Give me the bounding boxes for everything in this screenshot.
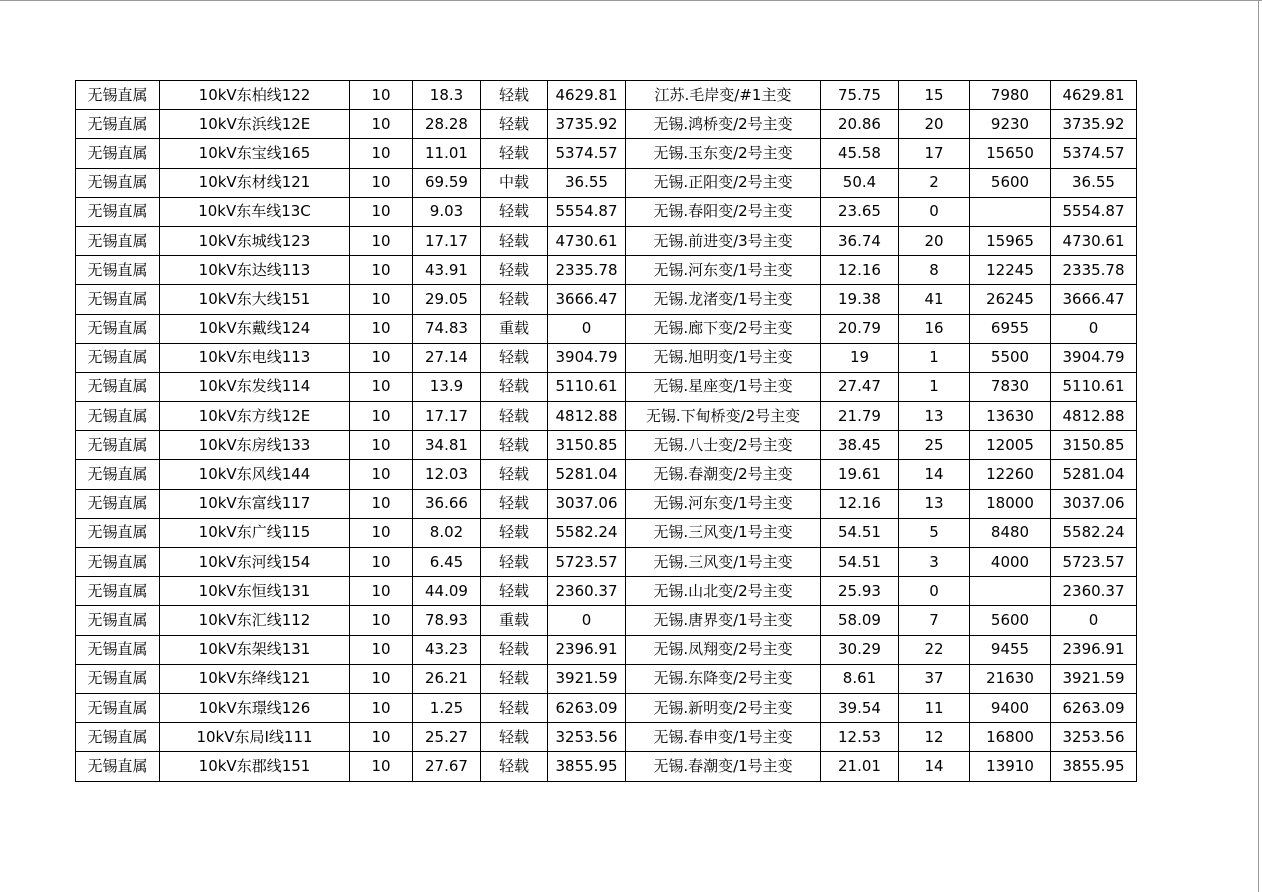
- load-rate-cell: 27.67: [413, 752, 481, 781]
- voltage-cell: 10: [350, 226, 413, 255]
- remaining-capacity-cell: 5374.57: [1051, 139, 1137, 168]
- voltage-cell: 10: [350, 752, 413, 781]
- feeder-name-cell: 10kV东大线151: [160, 285, 350, 314]
- voltage-cell: 10: [350, 139, 413, 168]
- unit-cell: 无锡直属: [76, 81, 160, 110]
- substation-transformer-cell: 无锡.唐界变/1号主变: [626, 606, 821, 635]
- available-capacity-cell: 3666.47: [548, 285, 626, 314]
- available-capacity-cell: 0: [548, 606, 626, 635]
- unit-cell: 无锡直属: [76, 723, 160, 752]
- installed-capacity-cell: 15965: [970, 226, 1051, 255]
- substation-transformer-cell: 无锡.凤翔变/2号主变: [626, 635, 821, 664]
- substation-transformer-cell: 无锡.鸿桥变/2号主变: [626, 110, 821, 139]
- transformer-load-rate-cell: 30.29: [821, 635, 899, 664]
- voltage-cell: 10: [350, 372, 413, 401]
- user-count-cell: 14: [899, 752, 970, 781]
- load-rate-cell: 1.25: [413, 693, 481, 722]
- table-row: [76, 372, 1137, 401]
- user-count-cell: 1: [899, 372, 970, 401]
- unit-cell: 无锡直属: [76, 664, 160, 693]
- load-status-cell: 轻载: [481, 460, 548, 489]
- voltage-cell: 10: [350, 256, 413, 285]
- available-capacity-cell: 2360.37: [548, 577, 626, 606]
- feeder-name-cell: 10kV东富线117: [160, 489, 350, 518]
- feeder-name-cell: 10kV东方线12E: [160, 402, 350, 431]
- user-count-cell: 14: [899, 460, 970, 489]
- load-status-cell: 轻载: [481, 723, 548, 752]
- installed-capacity-cell: 26245: [970, 285, 1051, 314]
- voltage-cell: 10: [350, 197, 413, 226]
- substation-transformer-cell: 无锡.山北变/2号主变: [626, 577, 821, 606]
- load-rate-cell: 43.23: [413, 635, 481, 664]
- remaining-capacity-cell: 2396.91: [1051, 635, 1137, 664]
- table-row: [76, 343, 1137, 372]
- transformer-load-rate-cell: 38.45: [821, 431, 899, 460]
- load-status-cell: 轻载: [481, 256, 548, 285]
- substation-transformer-cell: 无锡.玉东变/2号主变: [626, 139, 821, 168]
- installed-capacity-cell: 9230: [970, 110, 1051, 139]
- unit-cell: 无锡直属: [76, 372, 160, 401]
- load-status-cell: 轻载: [481, 226, 548, 255]
- substation-transformer-cell: 无锡.廊下变/2号主变: [626, 314, 821, 343]
- unit-cell: 无锡直属: [76, 139, 160, 168]
- substation-transformer-cell: 无锡.河东变/1号主变: [626, 256, 821, 285]
- installed-capacity-cell: 7980: [970, 81, 1051, 110]
- substation-transformer-cell: 无锡.河东变/1号主变: [626, 489, 821, 518]
- load-status-cell: 重载: [481, 606, 548, 635]
- table-row: [76, 256, 1137, 285]
- remaining-capacity-cell: 3037.06: [1051, 489, 1137, 518]
- load-status-cell: 轻载: [481, 635, 548, 664]
- unit-cell: 无锡直属: [76, 314, 160, 343]
- remaining-capacity-cell: 2360.37: [1051, 577, 1137, 606]
- available-capacity-cell: 5281.04: [548, 460, 626, 489]
- installed-capacity-cell: [970, 197, 1051, 226]
- substation-transformer-cell: 无锡.前进变/3号主变: [626, 226, 821, 255]
- available-capacity-cell: 5723.57: [548, 548, 626, 577]
- table-row: [76, 139, 1137, 168]
- unit-cell: 无锡直属: [76, 343, 160, 372]
- load-rate-cell: 36.66: [413, 489, 481, 518]
- unit-cell: 无锡直属: [76, 168, 160, 197]
- installed-capacity-cell: 5500: [970, 343, 1051, 372]
- available-capacity-cell: 5110.61: [548, 372, 626, 401]
- available-capacity-cell: 4812.88: [548, 402, 626, 431]
- transformer-load-rate-cell: 12.53: [821, 723, 899, 752]
- substation-transformer-cell: 无锡.春潮变/1号主变: [626, 752, 821, 781]
- transformer-load-rate-cell: 12.16: [821, 256, 899, 285]
- unit-cell: 无锡直属: [76, 256, 160, 285]
- user-count-cell: 3: [899, 548, 970, 577]
- table-row: [76, 752, 1137, 781]
- unit-cell: 无锡直属: [76, 635, 160, 664]
- available-capacity-cell: 5374.57: [548, 139, 626, 168]
- feeder-name-cell: 10kV东风线144: [160, 460, 350, 489]
- remaining-capacity-cell: 3150.85: [1051, 431, 1137, 460]
- available-capacity-cell: 3037.06: [548, 489, 626, 518]
- voltage-cell: 10: [350, 402, 413, 431]
- transformer-load-rate-cell: 12.16: [821, 489, 899, 518]
- installed-capacity-cell: 7830: [970, 372, 1051, 401]
- table-row: [76, 606, 1137, 635]
- feeder-name-cell: 10kV东发线114: [160, 372, 350, 401]
- available-capacity-cell: 6263.09: [548, 693, 626, 722]
- voltage-cell: 10: [350, 635, 413, 664]
- user-count-cell: 7: [899, 606, 970, 635]
- user-count-cell: 2: [899, 168, 970, 197]
- substation-transformer-cell: 无锡.春潮变/2号主变: [626, 460, 821, 489]
- table-row: [76, 664, 1137, 693]
- substation-transformer-cell: 无锡.下甸桥变/2号主变: [626, 402, 821, 431]
- load-status-cell: 轻载: [481, 664, 548, 693]
- available-capacity-cell: 3921.59: [548, 664, 626, 693]
- load-rate-cell: 74.83: [413, 314, 481, 343]
- user-count-cell: 5: [899, 518, 970, 547]
- unit-cell: 无锡直属: [76, 110, 160, 139]
- load-rate-cell: 78.93: [413, 606, 481, 635]
- load-rate-cell: 12.03: [413, 460, 481, 489]
- remaining-capacity-cell: 36.55: [1051, 168, 1137, 197]
- transformer-load-rate-cell: 45.58: [821, 139, 899, 168]
- table-row: [76, 723, 1137, 752]
- user-count-cell: 37: [899, 664, 970, 693]
- feeder-name-cell: 10kV东达线113: [160, 256, 350, 285]
- load-rate-cell: 34.81: [413, 431, 481, 460]
- user-count-cell: 25: [899, 431, 970, 460]
- installed-capacity-cell: 18000: [970, 489, 1051, 518]
- load-status-cell: 轻载: [481, 489, 548, 518]
- transformer-load-rate-cell: 20.79: [821, 314, 899, 343]
- load-status-cell: 轻载: [481, 518, 548, 547]
- remaining-capacity-cell: 3735.92: [1051, 110, 1137, 139]
- load-rate-cell: 6.45: [413, 548, 481, 577]
- load-rate-cell: 26.21: [413, 664, 481, 693]
- installed-capacity-cell: 15650: [970, 139, 1051, 168]
- remaining-capacity-cell: 3921.59: [1051, 664, 1137, 693]
- remaining-capacity-cell: 4730.61: [1051, 226, 1137, 255]
- transformer-load-rate-cell: 20.86: [821, 110, 899, 139]
- installed-capacity-cell: 4000: [970, 548, 1051, 577]
- remaining-capacity-cell: 2335.78: [1051, 256, 1137, 285]
- available-capacity-cell: 36.55: [548, 168, 626, 197]
- voltage-cell: 10: [350, 723, 413, 752]
- substation-transformer-cell: 江苏.毛岸变/#1主变: [626, 81, 821, 110]
- available-capacity-cell: 5582.24: [548, 518, 626, 547]
- remaining-capacity-cell: 5554.87: [1051, 197, 1137, 226]
- feeder-name-cell: 10kV东电线113: [160, 343, 350, 372]
- unit-cell: 无锡直属: [76, 518, 160, 547]
- remaining-capacity-cell: 5582.24: [1051, 518, 1137, 547]
- table-row: [76, 489, 1137, 518]
- substation-transformer-cell: 无锡.正阳变/2号主变: [626, 168, 821, 197]
- installed-capacity-cell: 13910: [970, 752, 1051, 781]
- load-rate-cell: 17.17: [413, 402, 481, 431]
- substation-transformer-cell: 无锡.新明变/2号主变: [626, 693, 821, 722]
- load-status-cell: 轻载: [481, 197, 548, 226]
- load-rate-cell: 69.59: [413, 168, 481, 197]
- unit-cell: 无锡直属: [76, 431, 160, 460]
- unit-cell: 无锡直属: [76, 548, 160, 577]
- user-count-cell: 17: [899, 139, 970, 168]
- installed-capacity-cell: 12260: [970, 460, 1051, 489]
- feeder-name-cell: 10kV东恒线131: [160, 577, 350, 606]
- unit-cell: 无锡直属: [76, 460, 160, 489]
- load-rate-cell: 44.09: [413, 577, 481, 606]
- substation-transformer-cell: 无锡.春阳变/2号主变: [626, 197, 821, 226]
- user-count-cell: 41: [899, 285, 970, 314]
- user-count-cell: 20: [899, 226, 970, 255]
- load-rate-cell: 28.28: [413, 110, 481, 139]
- remaining-capacity-cell: 3855.95: [1051, 752, 1137, 781]
- user-count-cell: 0: [899, 197, 970, 226]
- unit-cell: 无锡直属: [76, 402, 160, 431]
- transformer-load-rate-cell: 54.51: [821, 518, 899, 547]
- feeder-name-cell: 10kV东璟线126: [160, 693, 350, 722]
- table-row: [76, 431, 1137, 460]
- voltage-cell: 10: [350, 460, 413, 489]
- load-status-cell: 轻载: [481, 372, 548, 401]
- table-row: [76, 110, 1137, 139]
- load-status-cell: 轻载: [481, 431, 548, 460]
- table-row: [76, 314, 1137, 343]
- available-capacity-cell: 3904.79: [548, 343, 626, 372]
- installed-capacity-cell: [970, 577, 1051, 606]
- table-row: [76, 197, 1137, 226]
- user-count-cell: 13: [899, 489, 970, 518]
- substation-transformer-cell: 无锡.三风变/1号主变: [626, 518, 821, 547]
- unit-cell: 无锡直属: [76, 226, 160, 255]
- feeder-name-cell: 10kV东宝线165: [160, 139, 350, 168]
- remaining-capacity-cell: 3666.47: [1051, 285, 1137, 314]
- installed-capacity-cell: 9455: [970, 635, 1051, 664]
- load-status-cell: 重载: [481, 314, 548, 343]
- unit-cell: 无锡直属: [76, 285, 160, 314]
- voltage-cell: 10: [350, 577, 413, 606]
- voltage-cell: 10: [350, 110, 413, 139]
- user-count-cell: 11: [899, 693, 970, 722]
- voltage-cell: 10: [350, 548, 413, 577]
- remaining-capacity-cell: 5281.04: [1051, 460, 1137, 489]
- installed-capacity-cell: 5600: [970, 168, 1051, 197]
- unit-cell: 无锡直属: [76, 606, 160, 635]
- installed-capacity-cell: 12245: [970, 256, 1051, 285]
- voltage-cell: 10: [350, 693, 413, 722]
- unit-cell: 无锡直属: [76, 489, 160, 518]
- transformer-load-rate-cell: 21.79: [821, 402, 899, 431]
- page-right-border: [1258, 0, 1259, 892]
- user-count-cell: 22: [899, 635, 970, 664]
- voltage-cell: 10: [350, 664, 413, 693]
- load-rate-cell: 13.9: [413, 372, 481, 401]
- transformer-load-rate-cell: 25.93: [821, 577, 899, 606]
- load-status-cell: 轻载: [481, 285, 548, 314]
- table-row: [76, 577, 1137, 606]
- substation-transformer-cell: 无锡.春申变/1号主变: [626, 723, 821, 752]
- installed-capacity-cell: 6955: [970, 314, 1051, 343]
- load-status-cell: 轻载: [481, 110, 548, 139]
- substation-transformer-cell: 无锡.旭明变/1号主变: [626, 343, 821, 372]
- remaining-capacity-cell: 0: [1051, 314, 1137, 343]
- page-top-border: [0, 0, 1262, 1]
- load-status-cell: 轻载: [481, 693, 548, 722]
- unit-cell: 无锡直属: [76, 693, 160, 722]
- available-capacity-cell: 4629.81: [548, 81, 626, 110]
- load-rate-cell: 9.03: [413, 197, 481, 226]
- feeder-name-cell: 10kV东汇线112: [160, 606, 350, 635]
- remaining-capacity-cell: 3904.79: [1051, 343, 1137, 372]
- load-status-cell: 轻载: [481, 577, 548, 606]
- substation-transformer-cell: 无锡.星座变/1号主变: [626, 372, 821, 401]
- available-capacity-cell: 5554.87: [548, 197, 626, 226]
- installed-capacity-cell: 21630: [970, 664, 1051, 693]
- load-rate-cell: 27.14: [413, 343, 481, 372]
- load-status-cell: 轻载: [481, 81, 548, 110]
- voltage-cell: 10: [350, 489, 413, 518]
- feeder-name-cell: 10kV东浜线12E: [160, 110, 350, 139]
- load-status-cell: 轻载: [481, 752, 548, 781]
- available-capacity-cell: 3735.92: [548, 110, 626, 139]
- load-status-cell: 轻载: [481, 343, 548, 372]
- user-count-cell: 20: [899, 110, 970, 139]
- feeder-name-cell: 10kV东房线133: [160, 431, 350, 460]
- transformer-load-rate-cell: 27.47: [821, 372, 899, 401]
- load-status-cell: 中载: [481, 168, 548, 197]
- voltage-cell: 10: [350, 285, 413, 314]
- remaining-capacity-cell: 3253.56: [1051, 723, 1137, 752]
- remaining-capacity-cell: 5723.57: [1051, 548, 1137, 577]
- load-rate-cell: 43.91: [413, 256, 481, 285]
- voltage-cell: 10: [350, 431, 413, 460]
- transformer-load-rate-cell: 75.75: [821, 81, 899, 110]
- available-capacity-cell: 2396.91: [548, 635, 626, 664]
- user-count-cell: 15: [899, 81, 970, 110]
- voltage-cell: 10: [350, 168, 413, 197]
- feeder-name-cell: 10kV东架线131: [160, 635, 350, 664]
- feeder-name-cell: 10kV东材线121: [160, 168, 350, 197]
- user-count-cell: 16: [899, 314, 970, 343]
- feeder-name-cell: 10kV东广线115: [160, 518, 350, 547]
- available-capacity-cell: 2335.78: [548, 256, 626, 285]
- unit-cell: 无锡直属: [76, 577, 160, 606]
- transformer-load-rate-cell: 58.09: [821, 606, 899, 635]
- voltage-cell: 10: [350, 606, 413, 635]
- feeder-name-cell: 10kV东城线123: [160, 226, 350, 255]
- feeder-name-cell: 10kV东戴线124: [160, 314, 350, 343]
- transformer-load-rate-cell: 50.4: [821, 168, 899, 197]
- table-row: [76, 226, 1137, 255]
- transformer-load-rate-cell: 23.65: [821, 197, 899, 226]
- user-count-cell: 12: [899, 723, 970, 752]
- substation-transformer-cell: 无锡.八士变/2号主变: [626, 431, 821, 460]
- remaining-capacity-cell: 4812.88: [1051, 402, 1137, 431]
- load-status-cell: 轻载: [481, 402, 548, 431]
- installed-capacity-cell: 9400: [970, 693, 1051, 722]
- load-status-cell: 轻载: [481, 139, 548, 168]
- table-row: [76, 402, 1137, 431]
- transformer-load-rate-cell: 19: [821, 343, 899, 372]
- user-count-cell: 8: [899, 256, 970, 285]
- transformer-load-rate-cell: 8.61: [821, 664, 899, 693]
- table-row: [76, 460, 1137, 489]
- available-capacity-cell: 3253.56: [548, 723, 626, 752]
- remaining-capacity-cell: 6263.09: [1051, 693, 1137, 722]
- installed-capacity-cell: 5600: [970, 606, 1051, 635]
- substation-transformer-cell: 无锡.东降变/2号主变: [626, 664, 821, 693]
- load-rate-cell: 11.01: [413, 139, 481, 168]
- table-row: [76, 285, 1137, 314]
- table-row: [76, 168, 1137, 197]
- table-row: [76, 693, 1137, 722]
- load-rate-cell: 18.3: [413, 81, 481, 110]
- transformer-load-rate-cell: 19.38: [821, 285, 899, 314]
- user-count-cell: 13: [899, 402, 970, 431]
- transformer-load-rate-cell: 36.74: [821, 226, 899, 255]
- feeder-name-cell: 10kV东郡线151: [160, 752, 350, 781]
- feeder-name-cell: 10kV东局Ⅰ线111: [160, 723, 350, 752]
- feeder-name-cell: 10kV东车线13C: [160, 197, 350, 226]
- table-row: [76, 81, 1137, 110]
- transformer-load-rate-cell: 54.51: [821, 548, 899, 577]
- load-rate-cell: 25.27: [413, 723, 481, 752]
- substation-transformer-cell: 无锡.三风变/1号主变: [626, 548, 821, 577]
- user-count-cell: 0: [899, 577, 970, 606]
- available-capacity-cell: 4730.61: [548, 226, 626, 255]
- installed-capacity-cell: 8480: [970, 518, 1051, 547]
- table-body: [76, 81, 1137, 782]
- feeder-name-cell: 10kV东柏线122: [160, 81, 350, 110]
- installed-capacity-cell: 13630: [970, 402, 1051, 431]
- remaining-capacity-cell: 5110.61: [1051, 372, 1137, 401]
- unit-cell: 无锡直属: [76, 752, 160, 781]
- user-count-cell: 1: [899, 343, 970, 372]
- feeder-load-table: [75, 80, 1137, 782]
- load-rate-cell: 8.02: [413, 518, 481, 547]
- remaining-capacity-cell: 4629.81: [1051, 81, 1137, 110]
- available-capacity-cell: 3150.85: [548, 431, 626, 460]
- table-row: [76, 518, 1137, 547]
- transformer-load-rate-cell: 21.01: [821, 752, 899, 781]
- voltage-cell: 10: [350, 314, 413, 343]
- installed-capacity-cell: 16800: [970, 723, 1051, 752]
- table-row: [76, 548, 1137, 577]
- remaining-capacity-cell: 0: [1051, 606, 1137, 635]
- substation-transformer-cell: 无锡.龙渚变/1号主变: [626, 285, 821, 314]
- load-rate-cell: 29.05: [413, 285, 481, 314]
- voltage-cell: 10: [350, 518, 413, 547]
- load-status-cell: 轻载: [481, 548, 548, 577]
- feeder-name-cell: 10kV东绛线121: [160, 664, 350, 693]
- voltage-cell: 10: [350, 81, 413, 110]
- transformer-load-rate-cell: 39.54: [821, 693, 899, 722]
- table-row: [76, 635, 1137, 664]
- installed-capacity-cell: 12005: [970, 431, 1051, 460]
- available-capacity-cell: 3855.95: [548, 752, 626, 781]
- unit-cell: 无锡直属: [76, 197, 160, 226]
- load-rate-cell: 17.17: [413, 226, 481, 255]
- voltage-cell: 10: [350, 343, 413, 372]
- transformer-load-rate-cell: 19.61: [821, 460, 899, 489]
- available-capacity-cell: 0: [548, 314, 626, 343]
- feeder-name-cell: 10kV东河线154: [160, 548, 350, 577]
